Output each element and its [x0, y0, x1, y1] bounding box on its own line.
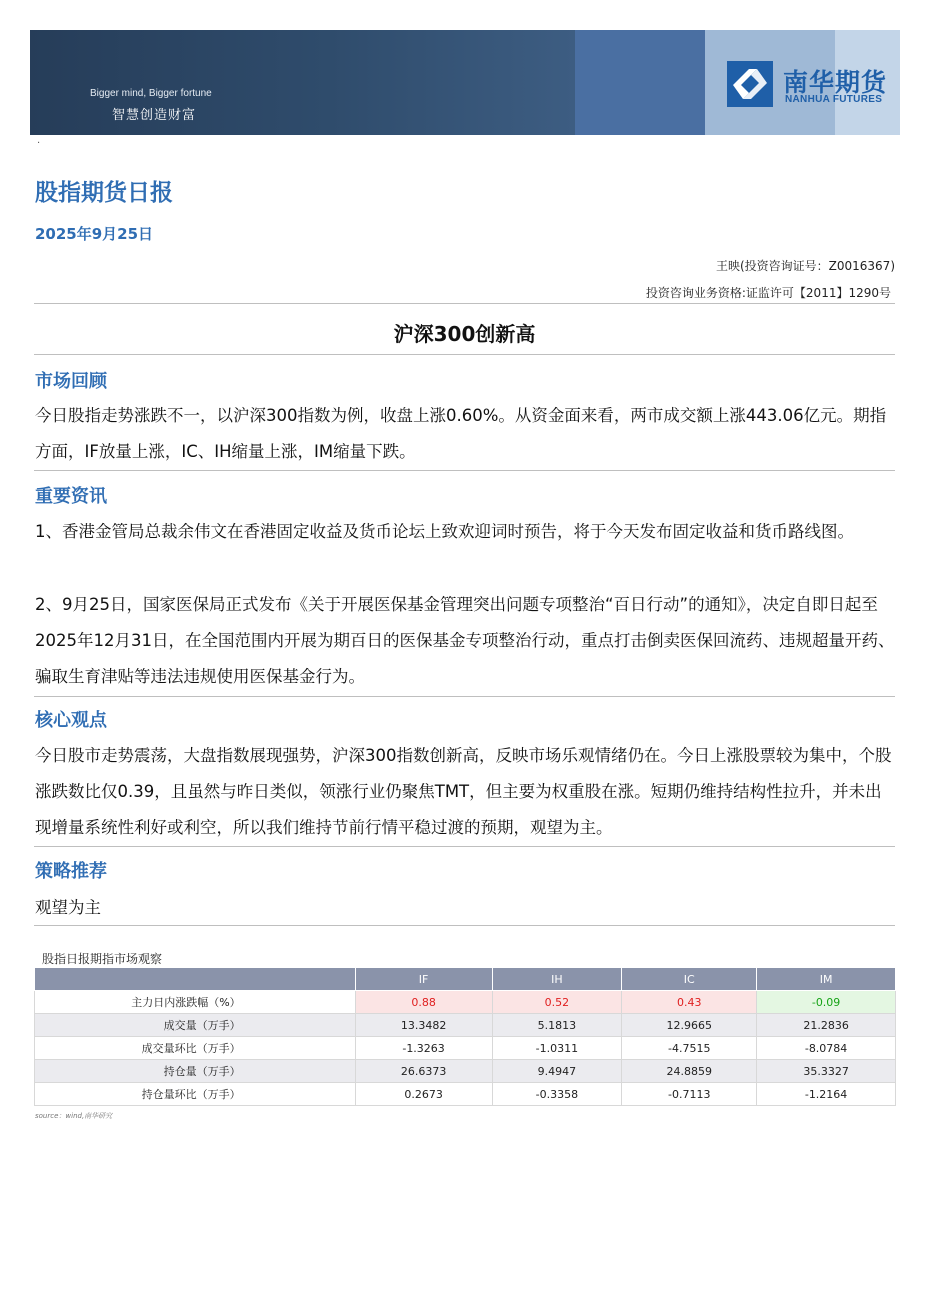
divider: [34, 470, 895, 471]
table-caption: 股指日报期指市场观察: [42, 952, 163, 966]
table-cell: -0.09: [757, 991, 896, 1014]
table-cell: -1.3263: [355, 1037, 492, 1060]
column-header-if: IF: [355, 968, 492, 991]
table-row: [35, 1060, 896, 1083]
table-cell: 26.6373: [355, 1060, 492, 1083]
market-observation-table: [34, 967, 896, 1106]
table-cell: 0.2673: [355, 1083, 492, 1106]
banner-blue-block: [575, 30, 705, 135]
table-row: [35, 991, 896, 1014]
company-logo: [727, 61, 897, 109]
stray-dot: ·: [37, 138, 41, 149]
row-label: 成交量环比（万手）: [35, 1037, 356, 1060]
row-label: 主力日内涨跌幅（%）: [35, 991, 356, 1014]
row-label: 持仓量环比（万手）: [35, 1083, 356, 1106]
section-heading-news: 重要资讯: [35, 486, 107, 507]
logo-text-chinese: 南华期货: [783, 68, 888, 97]
slogan-english: Bigger mind, Bigger fortune: [90, 88, 212, 99]
table-cell: -8.0784: [757, 1037, 896, 1060]
nanhua-logo-icon: [727, 61, 773, 107]
divider: [34, 846, 895, 847]
column-header-empty: [35, 968, 356, 991]
logo-text-english: NANHUA FUTURES: [785, 94, 883, 105]
table-cell: -4.7515: [622, 1037, 757, 1060]
divider: [34, 354, 895, 355]
divider: [34, 303, 895, 304]
table-cell: -1.2164: [757, 1083, 896, 1106]
news-item-2: 2、9月25日，国家医保局正式发布《关于开展医保基金管理突出问题专项整治“百日行动”的通知》，决定自即日起至2025年12月31日，在全国范围内开展为期百日的医保基金专项整治行动，重点打击倒卖医保回流药、违规超量开药、骗取生育津贴等违法违规使用医保基金行为。: [35, 595, 895, 686]
table-row: [35, 1037, 896, 1060]
report-title: 股指期货日报: [35, 180, 173, 206]
column-header-im: IM: [757, 968, 896, 991]
divider: [34, 925, 895, 926]
table-cell: 0.43: [622, 991, 757, 1014]
table-cell: -0.3358: [492, 1083, 622, 1106]
divider: [34, 696, 895, 697]
strategy-text: 观望为主: [35, 898, 101, 917]
table-source-note: source：wind,南华研究: [35, 1112, 113, 1120]
table-cell: 12.9665: [622, 1014, 757, 1037]
section-heading-market-review: 市场回顾: [35, 371, 107, 392]
table-cell: 24.8859: [622, 1060, 757, 1083]
table-cell: 0.88: [355, 991, 492, 1014]
table-cell: 35.3327: [757, 1060, 896, 1083]
column-header-ih: IH: [492, 968, 622, 991]
row-label: 持仓量（万手）: [35, 1060, 356, 1083]
row-label: 成交量（万手）: [35, 1014, 356, 1037]
header-banner: [30, 30, 900, 135]
slogan-chinese: 智慧创造财富: [112, 108, 197, 123]
market-review-text: 今日股指走势涨跌不一，以沪深300指数为例，收盘上涨0.60%。从资金面来看，两市成交额上涨443.06亿元。期指方面，IF放量上涨，IC、IH缩量上涨，IM缩量下跌。: [35, 406, 887, 461]
table-row: [35, 1014, 896, 1037]
analyst-info: 王映(投资咨询证号：Z0016367): [715, 259, 895, 273]
section-heading-core-view: 核心观点: [35, 710, 107, 731]
table-cell: 21.2836: [757, 1014, 896, 1037]
report-date: 2025年9月25日: [35, 225, 154, 243]
table-header-row: [35, 968, 896, 991]
section-heading-strategy: 策略推荐: [35, 861, 107, 882]
report-headline: 沪深300创新高: [393, 322, 536, 346]
table-cell: 5.1813: [492, 1014, 622, 1037]
table-cell: 0.52: [492, 991, 622, 1014]
table-cell: -1.0311: [492, 1037, 622, 1060]
column-header-ic: IC: [622, 968, 757, 991]
table-row: [35, 1083, 896, 1106]
news-item-1: 1、香港金管局总裁余伟文在香港固定收益及货币论坛上致欢迎词时预告，将于今天发布固定收益和货币路线图。: [35, 522, 854, 541]
table-cell: -0.7113: [622, 1083, 757, 1106]
license-info: 投资咨询业务资格:证监许可【2011】1290号: [645, 286, 891, 300]
core-view-text: 今日股市走势震荡，大盘指数展现强势，沪深300指数创新高，反映市场乐观情绪仍在。今日上涨股票较为集中，个股涨跌数比仅0.39，且虽然与昨日类似，领涨行业仍聚焦TMT，但主要为权重股在涨。短期仍维持结构性拉升，并未出现增量系统性利好或利空，所以我们维持节前行情平稳过渡的预期，观望为主。: [35, 746, 892, 837]
table-cell: 9.4947: [492, 1060, 622, 1083]
table-cell: 13.3482: [355, 1014, 492, 1037]
